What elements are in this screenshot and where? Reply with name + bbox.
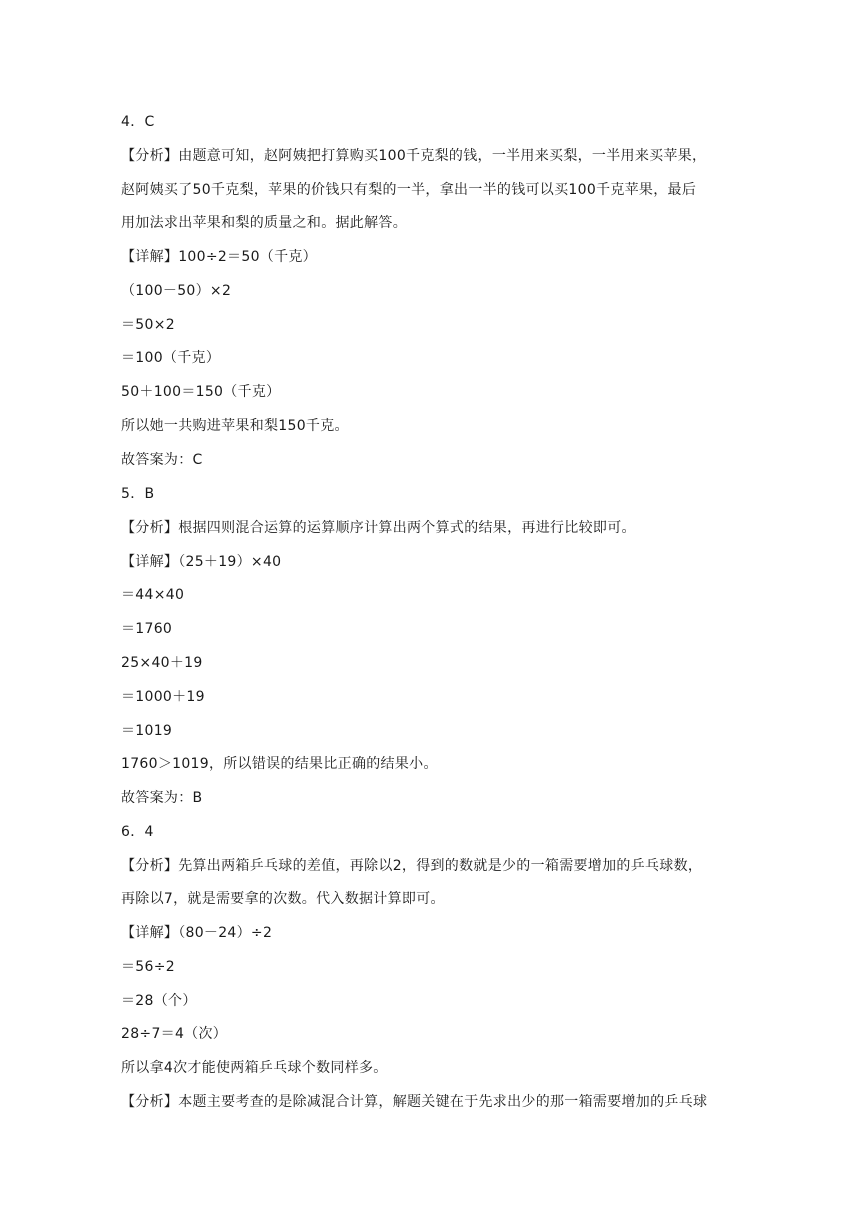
answer-4-analysis-line-1: 【分析】由题意可知，赵阿姨把打算购买100千克梨的钱，一半用来买梨，一半用来买苹果， [121,148,707,164]
answer-4-detail-step-3: ＝50×2 [121,317,175,333]
answer-5-detail-step-4: 25×40＋19 [121,655,203,671]
answer-6-analysis-line-2: 再除以7，就是需要拿的次数。代入数据计算即可。 [121,891,445,907]
answer-5-final: 故答案为：B [121,790,203,806]
answer-4-detail-step-2: （100－50）×2 [121,283,232,299]
answer-5-detail-step-1: 【详解】（25＋19）×40 [121,554,282,570]
answer-4-analysis-line-3: 用加法求出苹果和梨的质量之和。据此解答。 [121,215,407,231]
answer-6-summary-analysis: 【分析】本题主要考查的是除减混合计算，解题关键在于先求出少的那一箱需要增加的乒乓球 [121,1094,708,1110]
answer-6-detail-step-1: 【详解】（80－24）÷2 [121,925,273,941]
answer-4-analysis-line-2: 赵阿姨买了50千克梨，苹果的价钱只有梨的一半，拿出一半的钱可以买100千克苹果，最后 [121,182,697,198]
answer-6-detail-step-2: ＝56÷2 [121,959,175,975]
answer-5-conclusion: 1760＞1019，所以错误的结果比正确的结果小。 [121,756,438,772]
answer-6-heading: 6．4 [121,824,154,840]
answer-6-conclusion: 所以拿4次才能使两箱乒乓球个数同样多。 [121,1060,388,1076]
answer-4-final: 故答案为：C [121,452,203,468]
answer-4-heading: 4．C [121,114,155,130]
answer-5-detail-step-5: ＝1000＋19 [121,689,205,705]
answer-4-conclusion: 所以她一共购进苹果和梨150千克。 [121,418,349,434]
answer-4-detail-step-5: 50＋100＝150（千克） [121,384,281,400]
answer-5-analysis: 【分析】根据四则混合运算的运算顺序计算出两个算式的结果，再进行比较即可。 [121,520,636,536]
answer-6-detail-step-4: 28÷7＝4（次） [121,1026,228,1042]
answer-6-detail-step-3: ＝28（个） [121,993,197,1009]
answer-6-analysis-line-1: 【分析】先算出两箱乒乓球的差值，再除以2，得到的数就是少的一箱需要增加的乒乓球数， [121,858,703,874]
answer-5-detail-step-6: ＝1019 [121,723,173,739]
answer-4-detail-step-1: 【详解】100÷2＝50（千克） [121,249,317,265]
answer-5-detail-step-3: ＝1760 [121,621,173,637]
answer-4-detail-step-4: ＝100（千克） [121,350,221,366]
answer-5-heading: 5．B [121,486,155,502]
answer-5-detail-step-2: ＝44×40 [121,587,185,603]
